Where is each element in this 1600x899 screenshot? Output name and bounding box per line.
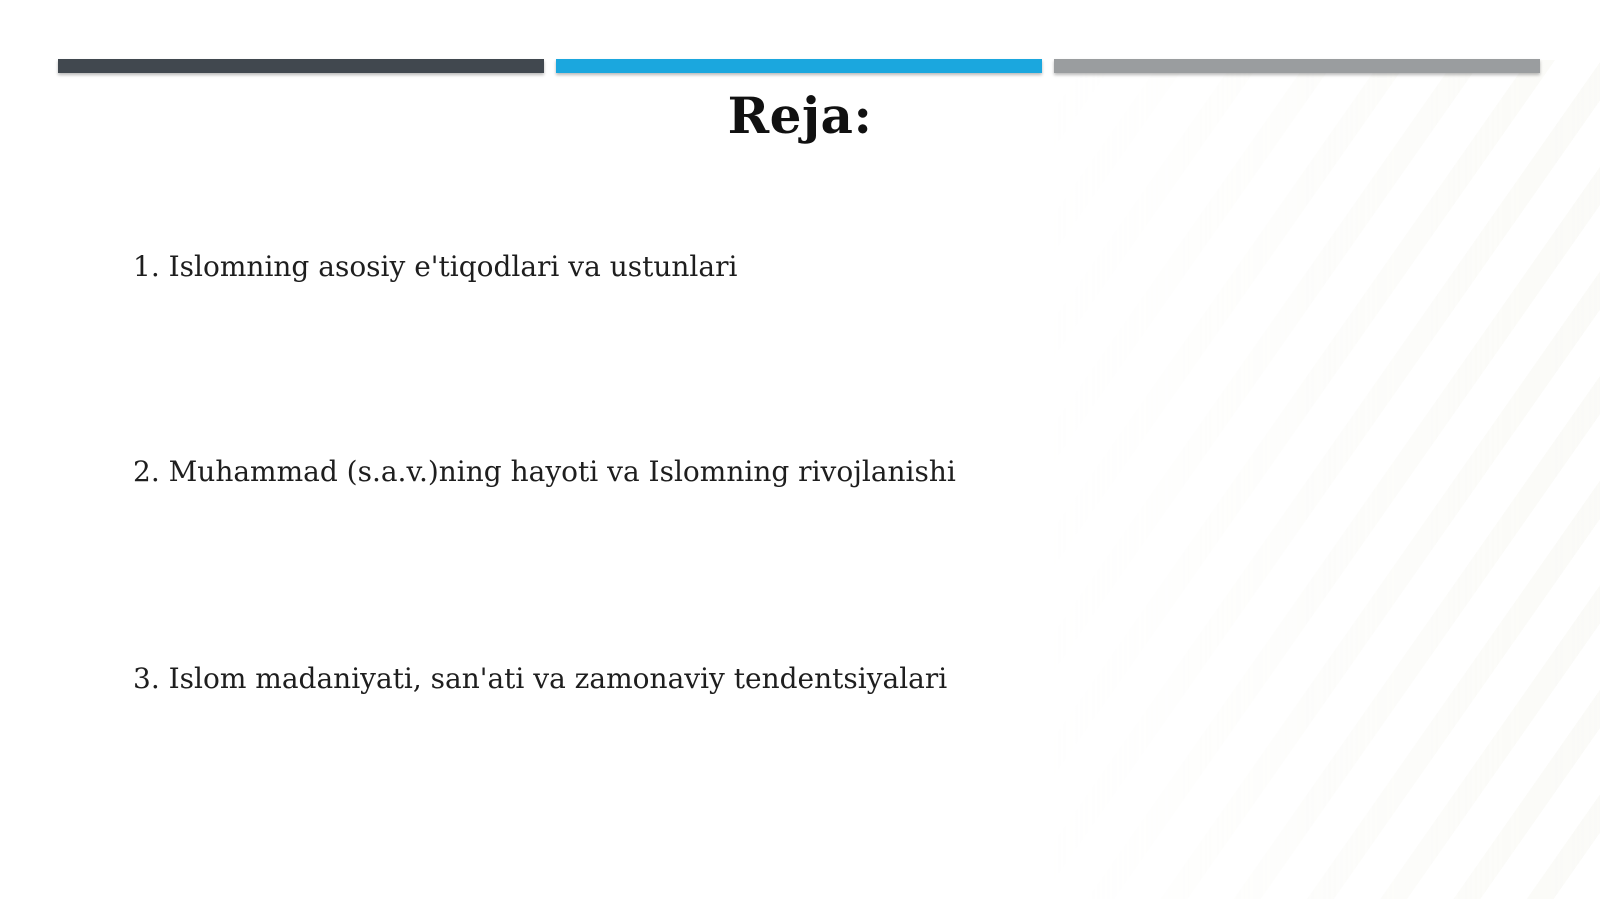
header-bar-dark [58, 59, 544, 73]
plan-item-3: 3. Islom madaniyati, san'ati va zamonaviy tendentsiyalari [133, 662, 948, 695]
slide-title: Reja: [727, 86, 873, 145]
plan-item-1: 1. Islomning asosiy e'tiqodlari va ustunlari [133, 250, 738, 283]
header-bar-blue [556, 59, 1042, 73]
plan-item-2: 2. Muhammad (s.a.v.)ning hayoti va Islomning rivojlanishi [133, 455, 956, 488]
header-bar-gray [1054, 59, 1540, 73]
background-pattern [1040, 60, 1600, 899]
